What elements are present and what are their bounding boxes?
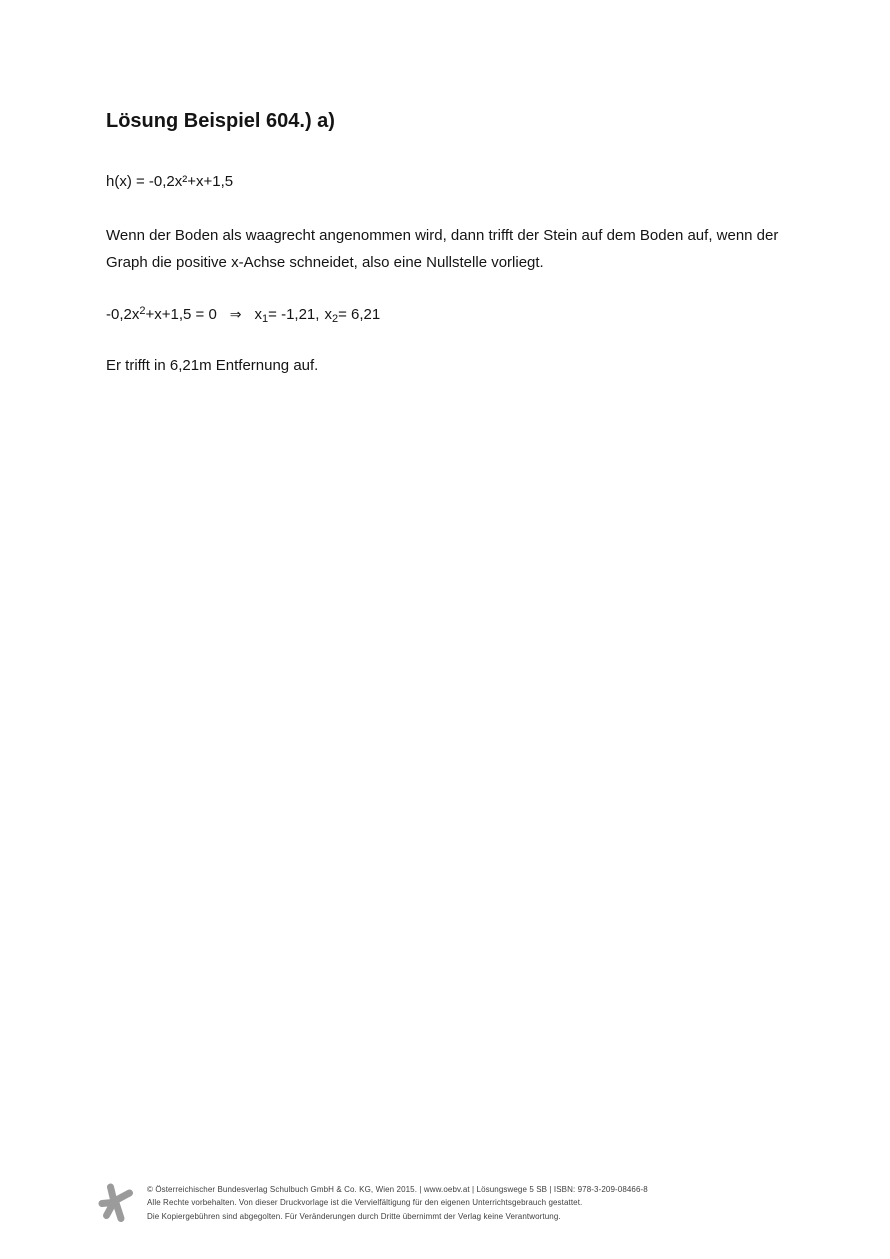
function-definition: h(x) = -0,2x²+x+1,5 [106,173,234,190]
conclusion-text: Er trifft in 6,21m Entfernung auf. [106,357,319,374]
root1-group [255,306,320,323]
footer-liability-line: Die Kopiergebühren sind abgegolten. Für Veränderungen durch Dritte übernimmt der Verlag keine Verantwortung. [147,1211,561,1221]
page-title: Lösung Beispiel 604.) a) [106,110,335,132]
root2-group [324,306,380,323]
explanation-paragraph: Wenn der Boden als waagrecht angenommen wird, dann trifft der Stein auf dem Boden auf, wenn der Graph die positive x-Achse schneidet, also eine Nullstelle vorliegt. [106,227,779,271]
implies-arrow: ⇒ [229,306,242,322]
equation-exponent: 2 [139,305,146,317]
footer-imprint [147,1183,648,1223]
root1-value: = -1,21, [268,306,320,323]
root2-subscript: 2 [331,313,339,325]
root1-subscript: 1 [262,313,269,325]
root2-variable: x [324,306,332,323]
root2-value: = 6,21 [338,306,381,323]
equation-lhs-rest: +x+1,5 = 0 [145,306,217,323]
equation-lhs-base: -0,2x [106,306,140,323]
footer-copyright-line: © Österreichischer Bundesverlag Schulbuch GmbH & Co. KG, Wien 2015. | www.oebv.at | Lösungswege 5 SB | ISBN: 978-3-209-08466-8 [147,1185,648,1194]
footer-rights-line: Alle Rechte vorbehalten. Von dieser Druckvorlage ist die Vervielfältigung für den eigenen Unterrichtsgebrauch gestattet. [147,1198,583,1208]
oebv-asterisk-logo-icon [98,1183,134,1223]
root1-variable: x [254,306,263,323]
equation-line [106,303,380,327]
